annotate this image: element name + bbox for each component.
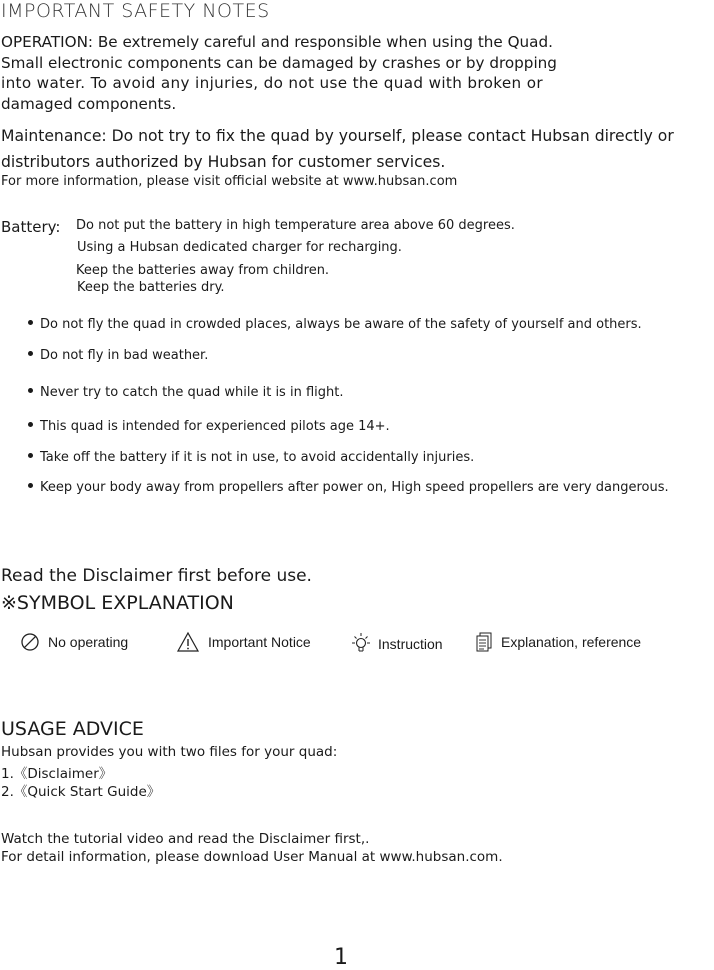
legend-label: Important Notice [208, 634, 311, 650]
usage-heading: USAGE ADVICE [1, 718, 144, 740]
operation-line: OPERATION: Be extremely careful and responsible when using the Quad. [1, 33, 553, 51]
legend-important-notice [176, 628, 311, 656]
operation-note [1, 32, 591, 114]
usage-detail: For detail information, please download User Manual at www.hubsan.com. [1, 849, 503, 865]
battery-label: Battery: [1, 218, 61, 236]
legend-explanation [475, 628, 641, 656]
page-title: IMPORTANT SAFETY NOTES [1, 0, 270, 22]
legend-label: No operating [48, 634, 129, 650]
operation-line: Small electronic components can be damaged by crashes or by dropping [1, 53, 557, 72]
list-item [28, 385, 343, 400]
list-item [28, 348, 208, 363]
bullet-text: Do not fly in bad weather. [40, 348, 209, 363]
read-disclaimer-text: Read the Disclaimer first before use. [1, 566, 312, 586]
bullet-text: Do not fly the quad in crowded places, always be aware of the safety of yourself and others. [40, 317, 642, 332]
battery-line: Do not put the battery in high temperature area above 60 degrees. [76, 218, 515, 233]
bullet-text: Never try to catch the quad while it is in flight. [40, 385, 344, 400]
usage-intro: Hubsan provides you with two files for your quad: [1, 744, 338, 760]
list-item [28, 480, 669, 495]
usage-file-item: 1.《Disclaimer》 [1, 766, 113, 782]
legend-label: Explanation, reference [501, 634, 642, 650]
symbol-heading: ※SYMBOL EXPLANATION [1, 592, 234, 614]
bullet-icon [28, 388, 33, 393]
bullet-icon [28, 351, 33, 356]
maintenance-line: Maintenance: Do not try to fix the quad by yourself, please contact Hubsan directly or [1, 127, 674, 145]
bullet-text: This quad is intended for experienced pilots age 14+. [40, 419, 390, 434]
more-info-text: For more information, please visit official website at www.hubsan.com [1, 174, 458, 189]
legend-instruction [350, 630, 443, 658]
bullet-text: Keep your body away from propellers after power on, High speed propellers are very dangerous. [40, 480, 669, 495]
list-item [28, 317, 642, 332]
list-item [28, 419, 390, 434]
bullet-text: Take off the battery if it is not in use, to avoid accidentally injuries. [40, 450, 475, 465]
maintenance-line: distributors authorized by Hubsan for customer services. [1, 153, 446, 171]
battery-line: Using a Hubsan dedicated charger for recharging. [77, 240, 402, 255]
battery-line: Keep the batteries dry. [77, 280, 225, 295]
usage-tutorial: Watch the tutorial video and read the Disclaimer first,. [1, 831, 370, 847]
operation-line: into water. To avoid any injuries, do not use the quad with broken or [1, 74, 543, 92]
no-operating-icon [20, 632, 40, 652]
bullet-icon [28, 320, 33, 325]
usage-file-item: 2.《Quick Start Guide》 [1, 784, 161, 800]
page-number: 1 [334, 945, 348, 970]
legend-no-operating [20, 628, 128, 656]
document-icon [475, 631, 493, 653]
bullet-icon [28, 453, 33, 458]
warning-icon [176, 631, 200, 653]
bullet-icon [28, 483, 33, 488]
list-item [28, 450, 474, 465]
battery-line: Keep the batteries away from children. [76, 263, 330, 278]
legend-label: Instruction [378, 636, 443, 652]
operation-line: damaged components. [1, 94, 177, 113]
lightbulb-icon [350, 632, 372, 656]
maintenance-note [1, 123, 713, 175]
bullet-icon [28, 422, 33, 427]
